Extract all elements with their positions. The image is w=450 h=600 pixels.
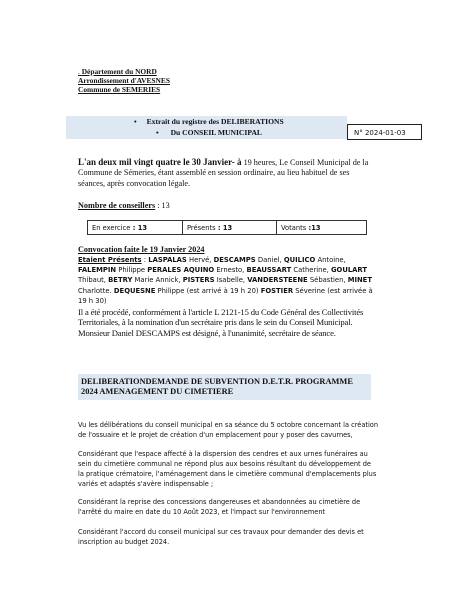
member-detail: Philippe (116, 266, 148, 275)
member-surname: GOULART (330, 266, 368, 275)
member-detail: Hervé, (186, 256, 214, 264)
member-surname: FALEMPIN (78, 266, 117, 275)
appointment-secretary: Monsieur Daniel DESCAMPS est désigné, à l'unanimité, secrétaire de séance. (78, 327, 336, 338)
present-members (78, 255, 378, 306)
counts-table (87, 220, 367, 235)
count-value: :13 (306, 224, 321, 232)
extract-line-2 (156, 128, 262, 137)
member-surname: QUILICO (283, 256, 316, 264)
reference-number-box (347, 124, 422, 140)
member-detail: Séverine (est arrivée à 19 h 30) (78, 286, 373, 305)
member-detail: Marie Annick, (132, 276, 183, 285)
departement-line (78, 67, 170, 76)
count-label: Votants (281, 224, 307, 232)
count-value: : 13 (215, 224, 233, 232)
count-label: Présents (187, 224, 216, 232)
extract-line-1 (134, 117, 284, 126)
header-prefix: . (78, 67, 80, 76)
member-detail: Ernesto, (214, 266, 247, 275)
extract-band (66, 116, 347, 139)
convocation-line (78, 245, 205, 254)
bullet-2: • (156, 128, 159, 137)
reference-number: N° 2024-01-03 (354, 129, 406, 137)
member-detail: Philippe (est arrivé à 19 h 20) (155, 286, 261, 295)
count-label: En exercice (92, 224, 131, 232)
councillors-label: Nombre de conseillers (78, 201, 156, 210)
member-detail: Daniel, (255, 256, 284, 264)
member-surname: DEQUESNE (113, 286, 156, 295)
member-detail: Catherine, (291, 266, 331, 275)
member-detail: Charlotte. (78, 286, 114, 295)
appointment-article: Il a été procédé, conformément à l'article L 2121-15 du Code Général des Collectivités Territoriales, à la nomination d'un secrétaire pris dans le sein du Conseil Municipal. (78, 307, 364, 328)
member-surname: MINET (347, 276, 372, 285)
member-detail: : (141, 256, 149, 264)
paragraph-considering-1: Vu les délibérations du conseil municipal en sa séance du 5 octobre concernant la création de l'ossuaire et le projet de création d'un emplacement pour y poser des cavurnes, (78, 421, 379, 440)
member-detail: Thibaut, (78, 276, 109, 285)
session-description: 19 heures, Le Conseil Municipal de la Commune de Sémeries, étant assemblé en session ordinaire, au lieu habituel de ses séances, après convocation légale. (78, 158, 369, 188)
member-surname: PERALES AQUINO (147, 266, 215, 275)
count-present (182, 221, 276, 234)
arrondissement-label: Arrondissement d'AVESNES (78, 76, 170, 85)
header-block (78, 67, 170, 94)
count-voting (276, 221, 366, 234)
member-surname: DESCAMPS (213, 256, 256, 264)
member-surname: LASPALAS (148, 256, 187, 264)
bullet-1: • (134, 117, 137, 126)
paragraph-considering-2: Considérant que l'espace affecté à la dispersion des cendres et aux urnes funéraires au sein du cimetière communal ne répond plus aux besoins résultant du développement de la pratique crématoire, l'aménagement dans le cimetière communal d'emplacements plus variés et adaptés s'avère indispensable ; (78, 450, 377, 489)
count-value: : 13 (130, 224, 148, 232)
member-surname: BETRY (108, 276, 133, 285)
paragraph-considering-3: Considérant la reprise des concessions dangereuses et abandonnées au cimetière de l'arrêté du maire en date du 10 Août 2023, et l'impact sur l'environnement (78, 498, 361, 517)
present-label: Etaient Présents (78, 256, 142, 264)
departement-label: Département du NORD (81, 67, 157, 76)
commune-label: Commune de SEMERIES (78, 85, 161, 94)
councillors-value: : 13 (155, 201, 170, 210)
session-date: L'an deux mil vingt quatre le 30 Janvier- à (78, 157, 242, 167)
councillors-line (78, 201, 170, 210)
member-detail: Antoine, (315, 256, 346, 264)
member-surname: FOSTIER (260, 286, 294, 295)
member-detail: Isabelle, (214, 276, 248, 285)
paragraph-considering-4: Considérant l'accord du conseil municipal sur ces travaux pour demander des devis et inscription au budget 2024. (78, 528, 364, 547)
deliberation-title: DELIBERATIONDEMANDE DE SUBVENTION D.E.T.R. PROGRAMME 2024 AMENAGEMENT DU CIMETIERE (78, 374, 371, 400)
secretary-appointment (78, 307, 370, 338)
convocation-label: Convocation faite le 19 Janvier 2024 (78, 245, 205, 254)
member-surname: PISTERS (182, 276, 215, 285)
count-in-office (88, 221, 182, 234)
member-surname: BEAUSSART (246, 266, 292, 275)
extract-registry-label: Extrait du registre des DELIBERATIONS (146, 117, 284, 126)
session-intro (78, 157, 378, 189)
member-detail: Sébastien, (307, 276, 348, 285)
extract-council-label: Du CONSEIL MUNICIPAL (170, 128, 262, 137)
member-surname: VANDERSTEENE (247, 276, 308, 285)
